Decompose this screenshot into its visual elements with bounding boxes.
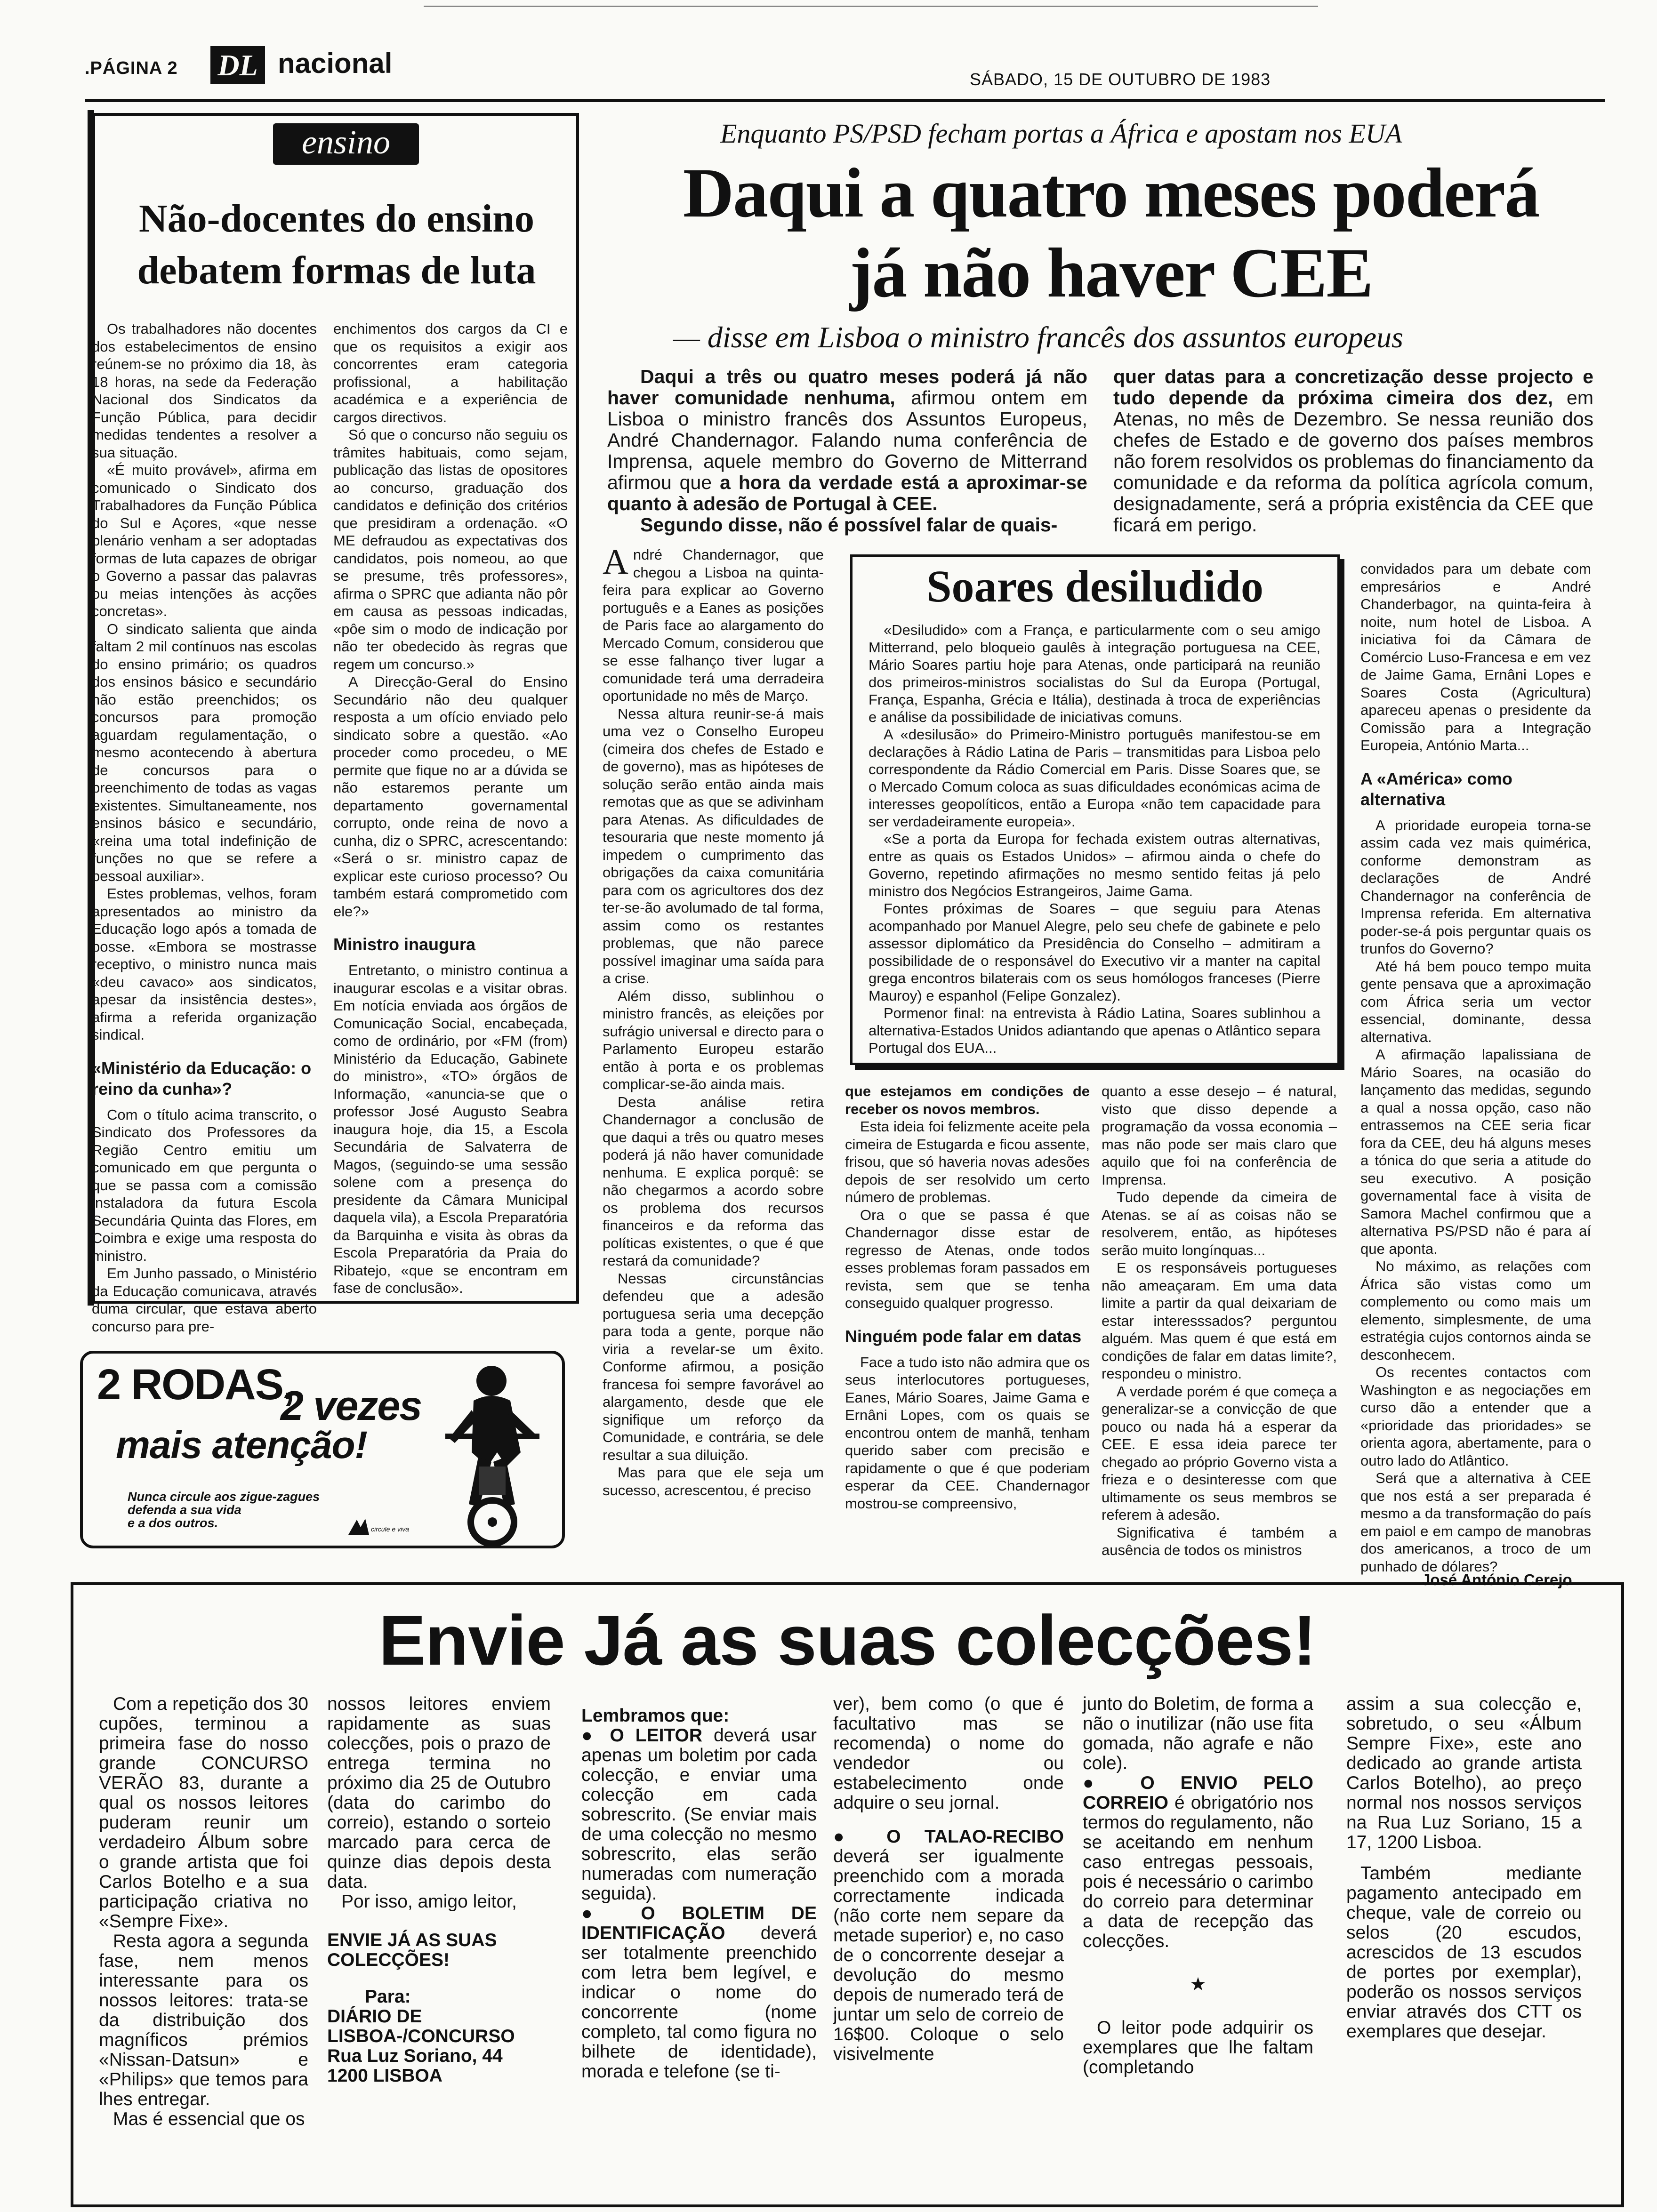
rodas-tag-2: defenda a sua vida (128, 1503, 241, 1517)
cee-deck: — disse em Lisboa o ministro francês dos assuntos europeus (673, 321, 1403, 354)
cee-lead-bold-d: Segundo disse, não é possível falar de quais- (640, 514, 1058, 536)
ensino-p: Só que o concurso não seguiu os trâmites habituais, como sejam, publicação das listas de opositores ao concurso, graduação dos candidatos e definição dos critérios que presidiram a ordenação. «O ME defraudou as expectativas dos candidatos, pois nomeou, ao que se presume, três professores», afirma o SPRC que adianta não pôr em causa as pessoas indicadas, «pôe sim o modo de indicação por não ter obedecido às regras que regem um concurso.» (333, 426, 568, 673)
promo-item-envio: ● O ENVIO PELO CORREIO é obrigatório nos termos do regulamento, não se aceitando em nenhum caso entregas pessoais, pois é necessário o carimbo do correio para determinar a data de recepção das colecções. (1083, 1773, 1313, 1951)
cee-p: Mas para que ele seja um sucesso, acrescentou, é preciso (603, 1464, 824, 1499)
cee-p: Até há bem pouco tempo muita gente pensava que a aproximação com África seria um vector essencial, dominante, dessa alternativa. (1360, 958, 1591, 1045)
cee-headline-l1: Daqui a quatro meses poderá (683, 154, 1539, 232)
cee-col-d (1360, 560, 1591, 1575)
promo-col-3 (581, 1706, 817, 2196)
page-number: .PÁGINA 2 (85, 58, 178, 78)
ensino-p: Em Junho passado, o Ministério da Educação comunicava, através duma circular, que estava aberto concurso para pre- (92, 1265, 317, 1335)
promo-col-6 (1346, 1694, 1582, 2193)
promo-item-boletim-text: deverá ser totalmente preenchido com letra bem legível, e indicar o nome do concorrente (nome completo, tal como figura no bilhete de identidade), morada e telefone (se ti- (581, 1923, 817, 2082)
promo-p: nossos leitores enviem rapidamente as suas colecções, pois o prazo de entrega termina no próximo dia 25 de Outubro (data do carimbo do correio), estando o sorteio marcado para cerca de quinze dias depois desta data. (327, 1694, 551, 1892)
cee-lead-right-bold: quer datas para a concretização desse projecto e tudo depende da próxima cimeira dos dez, (1113, 366, 1593, 409)
cee-p: No máximo, as relações com África são vistas como um complemento ou como mais um elemento, simplesmente, de uma estratégia cujos contornos ainda se desconhecem. (1360, 1258, 1591, 1363)
cee-lead-text-b: afirmou ontem em Lisboa o ministro francês dos Assuntos Europeus, André Chandernagor. Falando numa conferência de Imprensa, aquele membro do Governo de Mitterrand afirmou que (607, 387, 1087, 493)
circule-viva-logo-icon (346, 1516, 412, 1538)
soares-p: Fontes próximas de Soares – que seguiu para Atenas acompanhado por Manuel Alegre, pelo seu chefe de gabinete e pelo assessor diplomático da Presidência do Conselho – admitiram a possibilidade de o responsável do Executivo vir a manter na capital grega encontros bilaterais com os seus homólogos franceses (Pierre Mauroy) e espanhol (Felipe Gonzalez). (869, 900, 1320, 1004)
cee-lead-bold-a: Daqui a três ou quatro meses poderá já não haver comunidade nenhuma, (607, 366, 1087, 409)
cee-lead-left (607, 366, 1087, 554)
cee-p: Nessa altura reunir-se-á mais uma vez o Conselho Europeu (cimeira dos chefes de Estado e de governo), mas as hipóteses de solução serão entāo ainda mais remotas que as que se adivinham para Atenas. As dificuldades de tesouraria que neste momento já impedem o cumprimento das obrigações da caixa comunitária para com os agricultores dos dez ter-se-ão avolumado de tal forma, assim como os restantes problemas, que não parece possível imaginar uma saída para a crise. (603, 705, 824, 986)
ensino-headline-l2: debatem formas de luta (137, 248, 536, 292)
rodas-line2: 2 vezes (281, 1382, 422, 1429)
cee-lead-right-text: em Atenas, no mês de Dezembro. Se nessa reunião dos chefes de Estado e de governo dos países membros não forem resolvidos os problemas do financiamento da comunidade e da reforma da política agrícola comum, designadamente, será a própria existência da CEE que ficará em perigo. (1113, 387, 1593, 536)
soares-p: «Desiludido» com a França, e particularmente com o seu amigo Mitterrand, pelo bloqueio gaulês à integração portuguesa na CEE, Mário Soares partiu hoje para Atenas, onde participará na reunião dos primeiros-ministros socialistas do Sul da Europa (Portugal, França, Espanha, Grécia e Itália), destinada à troca de experiências e análise da possibilidade de iniciativas comuns. (869, 622, 1320, 725)
promo-item-leitor-text: deverá usar apenas um boletim por cada colecção, e enviar uma colecção em cada sobrescrito. (Se enviar mais de uma colecção no mesmo sobrescrito, elas serão numeradas com numeração seguida). (581, 1725, 817, 1904)
promo-send-heading: ENVIE JÁ AS SUAS COLECÇÕES! (327, 1930, 497, 1970)
cee-p: que estejamos em condições de receber os novos membros. (845, 1083, 1090, 1117)
promo-p: Mas é essencial que os (113, 2109, 305, 2129)
promo-reminder-heading: Lembramos que: (581, 1706, 730, 1726)
rodas-tagline (128, 1490, 320, 1530)
ensino-label (273, 123, 419, 165)
promo-item-boletim: ● O BOLETIM DE IDENTIFICAÇÃO deverá ser totalmente preenchido com letra bem legível, e indicar o nome do concorrente (nome completo, tal como figura no bilhete de identidade), morada e telefone (se ti- (581, 1903, 817, 2082)
cee-col-c (1102, 1082, 1337, 1584)
cee-p: Será que a alternativa à CEE que nos está a ser preparada é mesmo a da transformação do país em paiol e em campo de manobras dos americanos, a troco de um punhado de dólares? (1360, 1470, 1591, 1575)
soares-p: «Se a porta da Europa for fechada existem outras alternativas, entre as quais os Estados Unidos» – afirmou ainda o chefe do Governo, repetindo afirmações no mesmo sentido feitas já pelo ministro dos Negócios Estrangeiros, Jaime Gama. (869, 831, 1320, 899)
motorcyclist-icon (426, 1358, 558, 1547)
cee-lead-right-p (1113, 366, 1593, 536)
soares-p: Pormenor final: na entrevista à Rádio Latina, Soares sublinhou a alternativa-Estados Unidos adiantando que apenas o Atlântico separa Portugal dos EUA... (869, 1005, 1320, 1056)
newspaper-logo-icon (209, 45, 266, 85)
ensino-col-1 (92, 320, 317, 1335)
page-date: SÁBADO, 15 DE OUTUBRO DE 1983 (970, 70, 1271, 89)
cee-byline: José António Cerejo (1422, 1571, 1572, 1588)
promo-address-3: 1200 LISBOA (327, 2066, 442, 2086)
cee-col-a (603, 542, 824, 1584)
ensino-p: Os trabalhadores não docentes dos estabelecimentos de ensino reúnem-se no próximo dia 18, às 18 horas, na sede da Federação Nacional dos Sindicatos da Função Pública, para decidir medidas tendentes a resolver a sua situação. (92, 321, 317, 461)
cee-p: Os recentes contactos com Washington e as negociações em curso dão a entender que a «prioridade das prioridades» se orienta agora, abertamente, para o outro lado do Atlântico. (1360, 1364, 1591, 1469)
section-name: nacional (278, 48, 393, 79)
cee-p: E os responsáveis portugueses não ameaçaram. Em uma data limite a partir da qual deixariam de estar interesssados? perguntou alguém. Mas quem é que está em condições de falar em datas limite?, respondeu o ministro. (1102, 1259, 1337, 1382)
promo-p: Por isso, amigo leitor, (341, 1891, 517, 1912)
ensino-p: Estes problemas, velhos, foram apresentados ao ministro da Educação logo após a tomada de posse. «Embora se mostrasse receptivo, o ministro nunca mais «deu cavaco» aos sindicatos, apesar da insistência destes», afirma a referida organização sindical. (92, 885, 317, 1043)
cee-p: Desta análise retira Chandernagor a conclusão de que daqui a três ou quatro meses poderá já não haver comunidade nenhuma. E explica porquê: se não chegarmos a acordo sobre os problema dos recursos financeiros e da reforma das políticas existentes, o que é que restará da comunidade? (603, 1093, 824, 1269)
cee-col-b (845, 1082, 1090, 1584)
promo-p: Com a repetição dos 30 cupões, terminou a primeira fase do nosso grande CONCURSO VERÃO 83, durante a qual os nossos leitores puderam reunir um verdadeiro Álbum sobre o grande artista que foi Carlos Botelho e a sua participação criativa no «Sempre Fixe». (99, 1694, 308, 1931)
cee-p: Tudo depende da cimeira de Atenas. se aí as coisas não se resolverem, então, as hipóteses serão muito longínquas... (1102, 1189, 1337, 1258)
cee-p: Ora o que se passa é que Chandernagor disse estar de regresso de Atenas, onde todos esses problemas foram passados em revista, sem que se tenha conseguido qualquer progresso. (845, 1206, 1090, 1311)
rodas-ad (80, 1351, 565, 1548)
soares-body (869, 621, 1320, 1059)
svg-text:DL: DL (217, 48, 258, 82)
cee-p: Face a tudo isto não admira que os seus interlocutores portugueses, Eanes, Mário Soares, Jaime Gama e Ernâni Lopes, com os quais se encontrou ontem de manhã, tenham querido saber com precisão e rapidamente o que é que poderiam esperar da CEE. Chandernagor mostrou-se compreensivo, (845, 1354, 1090, 1512)
cee-p: Significativa é também a ausência de todos os ministros (1102, 1524, 1337, 1558)
cee-p: A prioridade europeia torna-se assim cada vez mais quimérica, conforme demonstram as declarações de André Chandernagor na conferência de Imprensa referida. Em alternativa poder-se-á pois perguntar quais os trunfos do Governo? (1360, 817, 1591, 957)
promo-address-1: DIÁRIO DE LISBOA-/CONCURSO (327, 2006, 515, 2046)
promo-col-2 (327, 1694, 551, 2193)
ensino-p: enchimentos dos cargos da CI e que os requisitos a exigir aos concorrentes eram categoria profissional, a habilitação académica e a experiência de cargos directivos. (333, 321, 568, 425)
rodas-tag-3: e a dos outros. (128, 1516, 218, 1530)
circule-viva-logo-text: circule e viva (371, 1525, 409, 1533)
ensino-p: Entretanto, o ministro continua a inaugurar escolas e a visitar obras. Em notícia enviada aos órgãos de Comunicação Social, encabeçada, como de ordinário, por «FM (from) Ministério da Educação, Gabinete do ministro», «TO» órgãos de Informação, «anuncia-se que o professor José Augusto Seabra inaugura hoje, dia 15, a Escola Secundária de Salvaterra de Magos, (seguindo-se uma sessão solene com a presença do presidente da Câmara Municipal daquela vila), a Escola Preparatória da Barquinha e visita às obras da Escola Preparatória da Praia do Ribatejo, «que se encontram em fase de conclusão». (333, 962, 568, 1296)
promo-p: Resta agora a segunda fase, nem menos interessante para os nossos leitores: trata-se da distribuição dos magníficos prémios «Nissan-Datsun» e «Philips» que temos para lhes entregar. (99, 1931, 308, 2109)
ensino-p: A Direcção-Geral do Ensino Secundário não deu qualquer resposta a um ofício enviado pelo sindicato sobre a questão. «Ao proceder como procedeu, o ME permite que fique no ar a dúvida se não estaremos perante um departamento governamental corrupto, onde reina de novo a cunha, diz o SPRC, acrescentando: «Será o sr. ministro capaz de explicar este curioso processo? Ou também estará comprometido com ele?» (333, 673, 568, 920)
ensino-label-text: ensino (302, 123, 390, 161)
promo-item-envio-text: é obrigatório nos termos do regulamento, não se aceitando em nenhum caso entregas pessoais, pois é necessário o carimbo do correio para determinar a data de recepção das colecções. (1083, 1793, 1313, 1951)
cee-col-a-first: ndré Chandernagor, que chegou a Lisboa na quinta-feira para explicar ao Governo português e a Eanes as posições de Paris face ao alargamento do Mercado Comum, considerou que se esse falhanço tiver lugar a comunidade terá uma derradeira oportunidade no mês de Março. (603, 546, 824, 704)
cee-kicker: Enquanto PS/PSD fecham portas a África e apostam nos EUA (720, 118, 1402, 149)
ensino-p: O sindicato salienta que ainda faltam 2 mil contínuos nas escolas do ensino primário; os quadros dos ensinos básico e secundário não estão preenchidos; os concursos para promoção aguardam regulamentação, o mesmo acontecendo à abertura de concursos para o preenchimento de todas as vagas existentes. Simultaneamente, nos ensinos básico e secundário, «reina uma total indefinição de funções no que se refere a pessoal auxiliar». (92, 620, 317, 884)
ensino-headline-l1: Não-docentes do ensino (138, 197, 535, 240)
ensino-p: «É muito provável», afirma em comunicado o Sindicato dos Trabalhadores da Função Pública do Sul e Açores, «que nesse plenário venham a ser adoptadas formas de luta capazes de obrigar o Governo a passar das palavras ou meias intenções às acções concretas». (92, 462, 317, 619)
rodas-line3: mais atenção! (116, 1424, 367, 1467)
cee-p: A afirmação lapalissiana de Mário Soares, na ocasião do lançamento das medidas, segundo a qual a nossa opção, caso não entrassemos na CEE seria ficar fora da CEE, deu há alguns meses a tónica do que seria a atitude do seu executivo. A posição governamental face à visita de Samora Machel confirmou que a alternativa PS/PSD não é para aí que aponta. (1360, 1046, 1591, 1257)
promo-title: Envie Já as suas colecções! (378, 1601, 1316, 1680)
ensino-col-2 (333, 320, 568, 1296)
promo-item-leitor: ● O LEITOR deverá usar apenas um boletim por cada colecção, e enviar uma colecção em cada sobrescrito. (Se enviar mais de uma colecção no mesmo sobrescrito, elas serão numeradas com numeração seguida). (581, 1725, 817, 1904)
ensino-subhead-cunha: «Ministério da Educação: o reino da cunha»? (92, 1058, 312, 1098)
soares-title: Soares desiludido (926, 561, 1263, 611)
cee-p: Além disso, sublinhou o ministro francês, as eleições por sufrágio universal e directo para o Parlamento Europeu estarão então à porta e os problemas complicar-se-ão ainda mais. (603, 987, 824, 1092)
promo-item-talao-label: O TALAO-RECIBO (886, 1827, 1064, 1847)
cee-p: A verdade porém é que começa a generalizar-se a convicção de que pouco ou nada há a esperar da CEE. E essa ideia parece ter chegado ao próprio Governo vista a frieza e o desinteresse com que ultimamente os seus membros se referem à adesão. (1102, 1383, 1337, 1523)
cee-p: Esta ideia foi felizmente aceite pela cimeira de Estugarda e ficou assente, frisou, que só haveria novas adesões depois de ser resolvido um certo número de problemas. (845, 1118, 1090, 1205)
promo-p: assim a sua colecção e, sobretudo, o seu «Álbum Sempre Fixe», este ano dedicado ao grande artista Carlos Botelho), ao preço normal nos nossos serviços na Rua Luz Soriano, 15 a 17, 1200 Lisboa. (1346, 1694, 1582, 1852)
cee-lead (607, 366, 1087, 514)
soares-p: A «desilusão» do Primeiro-Ministro português manifestou-se em declarações à Rádio Latina de Paris – transmitidas para Lisboa pelo correspondente da Rádio Comercial em Paris. Disse Soares que, se o Mercado Comum coloca as suas dificuldades económicas acima de interesses geopolíticos, então a Europa «não tem capacidade para ser verdadeiramente europeia». (869, 726, 1320, 830)
promo-item-boletim-label: O BOLETIM DE IDENTIFICAÇÃO (581, 1903, 817, 1943)
promo-p: Também mediante pagamento antecipado em cheque, vale de correio ou selos (20 escudos, acrescidos de 13 escudos de portes por exemplar), poderão os nossos serviços enviar através dos CTT os exemplares que desejar. (1346, 1863, 1582, 2042)
promo-address-label: Para: (365, 1987, 411, 2007)
promo-item-talao: ● O TALAO-RECIBO deverá ser igualmente preenchido com a morada correctamente indicada (não corte nem separe da metade superior) e, no caso de o concorrente desejar a devolução do mesmo depois de numerado terá de juntar um selo de correio de 16$00. Coloque o selo visivelmente (833, 1827, 1064, 2064)
promo-col-1 (99, 1694, 308, 2193)
promo-p: ver), bem como (o que é facultativo mas se recomenda) o nome do vendedor ou estabelecimento onde adquire o seu jornal. (833, 1694, 1064, 1813)
ensino-p: Com o título acima transcrito, o Sindicato dos Professores da Região Centro emitiu um comunicado em que pergunta o que se passa com a comissão instaladora da futura Escola Secundária Quinta das Flores, em Coimbra e exige uma resposta do ministro. (92, 1106, 317, 1264)
ensino-subhead-ministro: Ministro inaugura (333, 935, 476, 954)
cee-p: convidados para um debate com empresários e André Chanderbagor, na quinta-feira à noite, num hotel de Lisboa. A iniciativa foi da Câmara de Comércio Luso-Francesa e em vez de Jaime Gama, Ernâni Lopes e Soares Costa (Agricultura) apareceu apenas o presidente da Comissão para a Integração Europeia, António Marta... (1360, 561, 1591, 753)
promo-col-5 (1083, 1694, 1313, 2193)
ensino-headline (94, 193, 579, 297)
promo-p: junto do Boletim, de forma a não o inutilizar (não use fita gomada, não agrafe e não cole). (1083, 1694, 1313, 1773)
cee-subhead-america: A «América» como alternativa (1360, 769, 1512, 809)
header-rule (85, 99, 1605, 102)
promo-col-4 (833, 1694, 1064, 2193)
promo-address-2: Rua Luz Soriano, 44 (327, 2046, 503, 2066)
cee-lead-bold-c: a hora da verdade está a aproximar-se quanto à adesão de Portugal à CEE. (607, 472, 1087, 514)
rodas-line1: 2 RODAS, (97, 1361, 294, 1409)
cee-p: Nessas circunstâncias defendeu que a adesão portuguesa seria uma decepção para toda a gente, porque não viria a revelar-se um êxito. Conforme afirmou, a posição francesa foi sempre favorável ao alargamento, desde que ele signifique um reforço da Comunidade, e contrária, se dele resultar a sua diluição. (603, 1270, 824, 1463)
promo-item-leitor-label: O LEITOR (610, 1725, 703, 1746)
cee-headline-l2: já não haver CEE (849, 234, 1373, 312)
cee-p: quanto a esse desejo – é natural, visto que disso depende a programação da vossa economia – mas não pode ser mais claro que aquilo que foi na conferência de Imprensa. (1102, 1083, 1337, 1188)
cee-p: André Chandernagor, que chegou a Lisboa na quinta-feira para explicar ao Governo português e a Eanes as posições de Paris face ao alargamento do Mercado Comum, considerou que se esse falhanço tiver lugar a comunidade terá uma derradeira oportunidade no mês de Março. (603, 542, 824, 704)
star-icon: ★ (1190, 1974, 1207, 1995)
promo-p: O leitor pode adquirir os exemplares que lhe faltam (completando (1083, 2018, 1313, 2077)
promo-item-talao-text: deverá ser igualmente preenchido com a morada correctamente indicada (não corte nem separe da metade superior) e, no caso de o concorrente desejar a devolução do mesmo depois de numerado terá de juntar um selo de correio de 16$00. Coloque o selo visivelmente (833, 1846, 1064, 2064)
cee-subhead-datas: Ninguém pode falar em datas (845, 1326, 1082, 1346)
cee-headline (593, 153, 1629, 313)
top-scan-rule (424, 6, 1318, 7)
cee-lead-right (1113, 366, 1593, 554)
promo-item-envio-label: O ENVIO PELO CORREIO (1083, 1773, 1313, 1813)
rodas-tag-1: Nunca circule aos zigue-zagues (128, 1490, 320, 1504)
